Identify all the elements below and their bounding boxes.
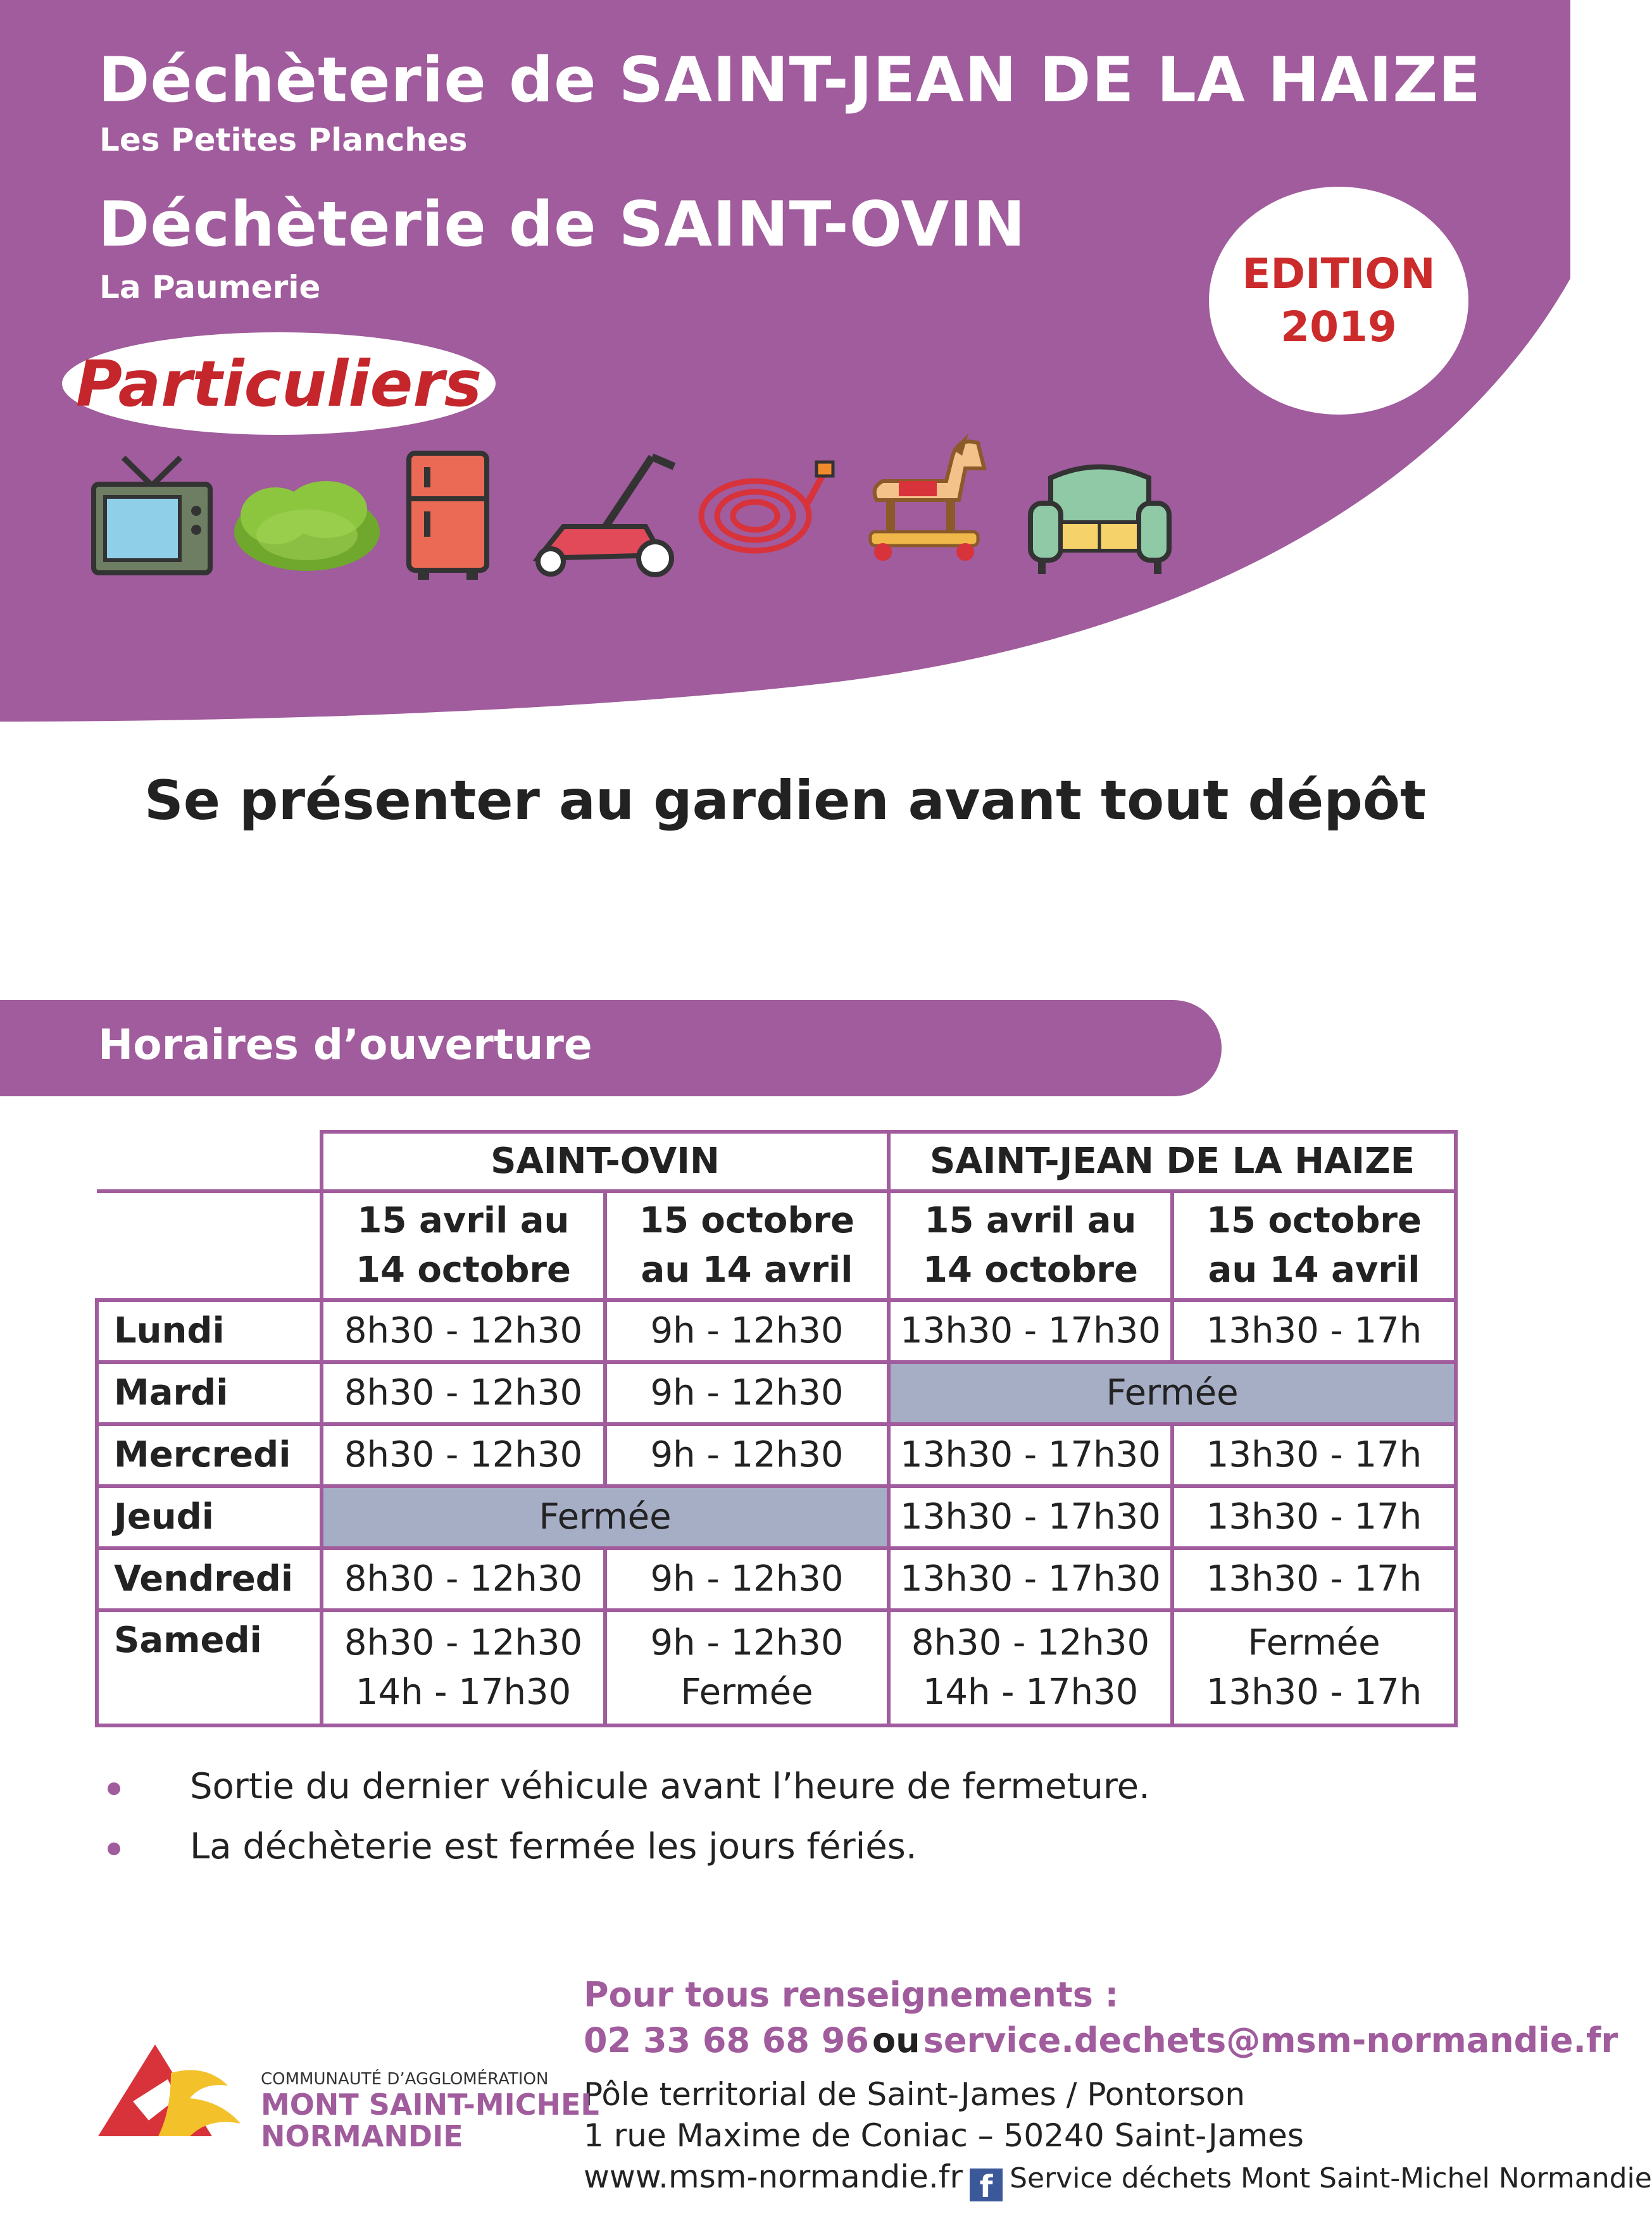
table-row bbox=[97, 1548, 1456, 1610]
hours-cell: 13h30 - 17h bbox=[1172, 1424, 1456, 1486]
sofa-icon bbox=[1025, 459, 1174, 576]
day-label: Jeudi bbox=[97, 1486, 322, 1548]
site-header-saint-jean: SAINT-JEAN DE LA HAIZE bbox=[889, 1132, 1456, 1191]
table-row bbox=[97, 1362, 1456, 1424]
closed-cell: Fermée bbox=[322, 1486, 889, 1548]
website-link[interactable]: www.msm-normandie.fr bbox=[584, 2158, 963, 2195]
edition-label: EDITION bbox=[1242, 249, 1436, 298]
hours-cell: 13h30 - 17h30 bbox=[889, 1548, 1172, 1610]
site-header-saint-ovin: SAINT-OVIN bbox=[322, 1132, 889, 1191]
period-header: 15 avril au 14 octobre bbox=[322, 1191, 605, 1300]
web-line bbox=[584, 2158, 1652, 2205]
hours-cell: 8h30 - 12h30 bbox=[322, 1424, 605, 1486]
edition-badge bbox=[1209, 187, 1468, 415]
facebook-link[interactable]: Service déchets Mont Saint-Michel Normandie bbox=[1010, 2162, 1652, 2194]
hours-cell: 9h - 12h30 bbox=[605, 1300, 889, 1362]
hours-table bbox=[95, 1130, 1458, 1727]
site1-place: Les Petites Planches bbox=[99, 122, 468, 158]
hours-cell: 13h30 - 17h30 bbox=[889, 1424, 1172, 1486]
lawnmower-icon bbox=[525, 451, 680, 577]
day-label: Lundi bbox=[97, 1300, 322, 1362]
table-row bbox=[97, 1424, 1456, 1486]
hours-title: Horaires d’ouverture bbox=[98, 1020, 592, 1069]
office-text: Pôle territorial de Saint-James / Pontorson bbox=[584, 2076, 1246, 2113]
garden-hose-icon bbox=[695, 459, 835, 557]
msm-logo-icon bbox=[95, 2041, 253, 2158]
hours-cell: 13h30 - 17h bbox=[1172, 1548, 1456, 1610]
contact-heading: Pour tous renseignements : bbox=[584, 1975, 1119, 2015]
site2-title: Déchèterie de SAINT-OVIN bbox=[98, 189, 1026, 261]
note-item: Sortie du dernier véhicule avant l’heure de fermeture. bbox=[108, 1766, 1150, 1807]
period-header: 15 avril au 14 octobre bbox=[889, 1191, 1172, 1300]
hours-cell: 8h30 - 12h30 bbox=[322, 1548, 605, 1610]
tv-icon bbox=[89, 453, 215, 576]
day-label: Mardi bbox=[97, 1362, 322, 1424]
hours-cell: Fermée 13h30 - 17h bbox=[1172, 1610, 1456, 1725]
table-row bbox=[97, 1486, 1456, 1548]
logo-text: COMMUNAUTÉ D’AGGLOMÉRATION MONT SAINT-MICHEL NORMANDIE bbox=[261, 2070, 599, 2153]
site1-title: Déchèterie de SAINT-JEAN DE LA HAIZE bbox=[98, 44, 1482, 116]
hours-cell: 8h30 - 12h30 14h - 17h30 bbox=[322, 1610, 605, 1725]
table-row bbox=[97, 1610, 1456, 1725]
audience-label: Particuliers bbox=[62, 332, 496, 435]
fridge-icon bbox=[405, 449, 491, 582]
hours-cell: 8h30 - 12h30 14h - 17h30 bbox=[889, 1610, 1172, 1725]
facebook-icon[interactable]: f bbox=[970, 2169, 1003, 2201]
hours-cell: 8h30 - 12h30 bbox=[322, 1362, 605, 1424]
hours-cell: 13h30 - 17h30 bbox=[889, 1486, 1172, 1548]
bush-icon bbox=[231, 478, 383, 573]
day-label: Samedi bbox=[97, 1610, 322, 1725]
site2-place: La Paumerie bbox=[99, 269, 321, 306]
bullet-icon bbox=[108, 1782, 120, 1795]
hours-cell: 9h - 12h30 bbox=[605, 1424, 889, 1486]
hours-cell: 9h - 12h30 bbox=[605, 1548, 889, 1610]
bullet-icon bbox=[108, 1843, 120, 1855]
edition-year: 2019 bbox=[1280, 303, 1397, 351]
hours-cell: 8h30 - 12h30 bbox=[322, 1300, 605, 1362]
period-header: 15 octobre au 14 avril bbox=[1172, 1191, 1456, 1300]
rocking-horse-icon bbox=[858, 430, 991, 563]
hours-cell: 9h - 12h30 bbox=[605, 1362, 889, 1424]
table-row bbox=[97, 1300, 1456, 1362]
hours-cell: 9h - 12h30 Fermée bbox=[605, 1610, 889, 1725]
hours-cell: 13h30 - 17h30 bbox=[889, 1300, 1172, 1362]
address-text: 1 rue Maxime de Coniac – 50240 Saint-James bbox=[584, 2117, 1304, 2154]
day-label: Vendredi bbox=[97, 1548, 322, 1610]
contact-line: 02 33 68 68 96 ou service.dechets@msm-normandie.fr bbox=[584, 2020, 1618, 2060]
phone-number[interactable]: 02 33 68 68 96 bbox=[584, 2020, 869, 2060]
day-label: Mercredi bbox=[97, 1424, 322, 1486]
instruction-text: Se présenter au gardien avant tout dépôt bbox=[144, 769, 1427, 832]
note-item: La déchèterie est fermée les jours fériés. bbox=[108, 1826, 917, 1867]
hours-cell: 13h30 - 17h bbox=[1172, 1486, 1456, 1548]
closed-cell: Fermée bbox=[889, 1362, 1456, 1424]
period-header: 15 octobre au 14 avril bbox=[605, 1191, 889, 1300]
email-link[interactable]: service.dechets@msm-normandie.fr bbox=[923, 2020, 1618, 2060]
hours-cell: 13h30 - 17h bbox=[1172, 1300, 1456, 1362]
